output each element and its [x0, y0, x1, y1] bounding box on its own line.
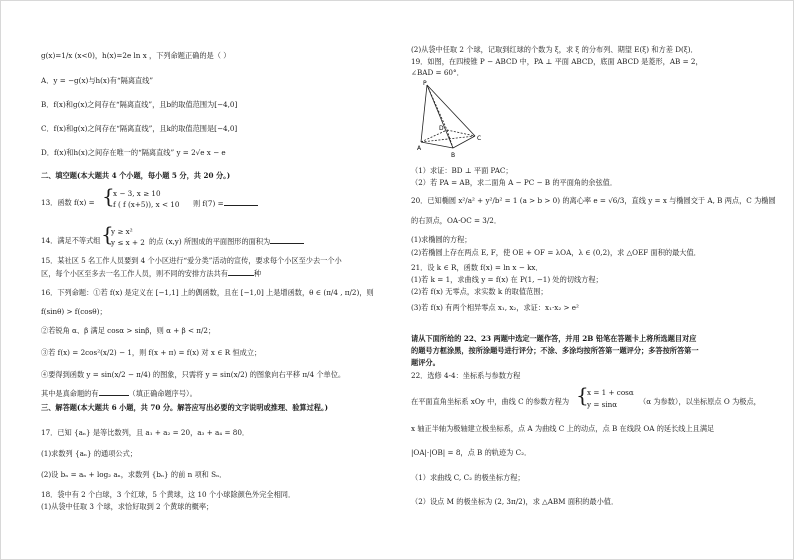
section-2-heading: 二、填空题(本大题共 4 个小题，每小题 5 分，共 20 分。) [41, 171, 231, 180]
q22-heading: 22．选修 4-4：坐标系与参数方程 [411, 371, 521, 380]
q19-stem: 19．如图，在四棱锥 P − ABCD 中，PA ⊥ 平面 ABCD，底面 ABCD 是菱形，AB = 2， [411, 57, 703, 66]
pyramid-figure [417, 80, 487, 158]
q14-answer [149, 236, 304, 246]
q21-part3: (3)若 f(x) 有两个相异零点 x₁, x₂，求证：x₁·x₂ > e² [411, 303, 579, 312]
q22-part2: （2）设点 M 的极坐标为 (2, 3π/2)，求 △ABM 面积的最小值． [411, 497, 619, 506]
q15-blank [228, 268, 254, 276]
q14-ineq1: y ≥ x² [111, 227, 133, 236]
q14-blank [270, 236, 304, 244]
q13-label: 13．函数 f(x) = [41, 198, 95, 207]
choice-notice-1: 请从下面所给的 22、23 两题中选定一题作答，并用 2B 铅笔在答题卡上将所选题目对应 [411, 334, 697, 343]
q20-stem-cont: 的右顶点，OA·OC = 3/2． [411, 216, 502, 225]
edge-pc [427, 85, 475, 136]
choice-notice-3: 题评分。 [411, 358, 440, 367]
q22-stem-cont: （α 为参数），以坐标原点 O 为极点， [639, 397, 761, 406]
q21-part2: (2)若 f(x) 无零点，求实数 k 的取值范围； [411, 287, 548, 296]
q13-case1: x − 3, x ≥ 10 [113, 189, 161, 198]
q22-line2: x 轴正半轴为极轴建立极坐标系，点 A 为曲线 C 上的动点，点 B 在线段 OA 的延长线上且满足 [411, 424, 715, 433]
q22-brace: { [576, 383, 589, 407]
q16-hint: （填正确命题序号）。 [128, 389, 197, 398]
q12-option-c: C．f(x)和g(x)之间存在“隔离直线”，且k的取值范围是[−4,0] [41, 124, 238, 133]
q16-text: 其中是真命题的有 [41, 389, 99, 398]
q18-part2: (2)从袋中任取 2 个球，记取到红球的个数为 ξ，求 ξ 的分布列、期望 E(ξ) 和方差 D(ξ)． [411, 45, 698, 54]
edge-ab [421, 142, 453, 148]
q15-text: 区，每个小区至多去一名工作人员，则不同的安排方法共有 [41, 269, 228, 278]
q13-blank [224, 198, 258, 206]
choice-notice-2: 的题号方框涂黑，按所涂题号进行评分；不涂、多涂均按所答第一题评分；多答按所答第一 [411, 346, 699, 355]
section-3-heading: 三、解答题(本大题共 6 小题，共 70 分。解答应写出必要的文字说明或推理、验算过程。) [41, 403, 328, 412]
q18-part1: (1)从袋中任取 3 个球，求恰好取到 2 个黄球的概率； [41, 502, 214, 511]
label-c: C [477, 135, 482, 142]
q16-line1: 16．下列命题：①若 f(x) 是定义在 [−1,1] 上的偶函数，且在 [−1,0] 上是增函数，θ ∈ (π/4 , π/2)，则 [41, 288, 374, 297]
q19-angle: ∠BAD = 60°． [411, 68, 464, 77]
q12-option-b: B．f(x)和g(x)之间存在“隔离直线”，且b的取值范围为[−4,0] [41, 100, 238, 109]
q20-part1: (1)求椭圆的方程； [411, 235, 472, 244]
q17-part1: (1)求数列 {aₙ} 的通项公式； [41, 449, 137, 458]
q21-part1: (1)若 k = 1，求曲线 y = f(x) 在 P(1, −1) 处的切线方程； [411, 275, 603, 284]
q15-line2 [41, 268, 261, 278]
label-a: A [417, 145, 422, 152]
q16-blank [99, 388, 129, 396]
q22-part1: （1）求曲线 C, C₂ 的极坐标方程； [411, 473, 525, 482]
q14-tail: 的点 (x,y) 所围成的平面图形的面积为 [149, 237, 271, 246]
q15-line1: 15．某社区 5 名工作人员要到 4 个小区进行“爱分类”活动的宣传，要求每个小区至少去一个小 [41, 256, 342, 265]
q13-answer [193, 198, 258, 208]
q22-stem: 在平面直角坐标系 xOy 中，曲线 C 的参数方程为 [411, 397, 570, 406]
q16-item4: ④要得到函数 y = sin(x/2 − π/4) 的图象，只需将 y = sin(x/2) 的图象向右平移 π/4 个单位。 [41, 370, 346, 379]
edge-pd [427, 85, 447, 130]
q22-param-y: y = sinα [587, 400, 618, 409]
q17-stem: 17．已知 {aₙ} 是等比数列，且 a₁ + a₂ = 20，a₃ + a₄ = 80． [41, 428, 250, 437]
q12-option-a: A．y = −g(x)与h(x)有“隔离直线” [41, 76, 154, 85]
q16-item3: ③若 f(x) = 2cos²(x/2) − 1，则 f(x + π) = f(x) 对 x ∈ R 恒成立； [41, 348, 262, 357]
q12-option-d: D．f(x)和h(x)之间存在唯一的“隔离直线” y = 2√e x − e [41, 148, 226, 157]
q18-stem: 18．袋中有 2 个白球，3 个红球，5 个黄球，这 10 个小球除颜色外完全相同． [41, 490, 296, 499]
q16-item2: ②若锐角 α、β 满足 cosα > sinβ，则 α + β < π/2； [41, 326, 216, 335]
label-d: D [439, 125, 444, 132]
label-b: B [451, 152, 456, 158]
q14-ineq2: y ≤ x + 2 [111, 238, 145, 247]
q21-stem: 21．设 k ∈ R，函数 f(x) = ln x − kx． [411, 263, 543, 272]
q14-brace: { [101, 222, 114, 246]
q22-line3: |OA|·|OB| = 8，点 B 的轨迹为 C₂． [411, 448, 532, 457]
q13-tail: 则 f(7) = [193, 199, 224, 208]
q20-part2: (2)若椭圆上存在两点 E, F，使 OE + OF = λOA，λ ∈ (0,2)，求 △OEF 面积的最大值． [411, 248, 701, 257]
q12-stem-end: g(x)=1/x (x<0)，h(x)=2e ln x ，下列命题正确的是（ ） [41, 51, 231, 60]
edge-dc [447, 130, 475, 136]
q13-case2: f ( f (x+5)), x < 10 [113, 200, 180, 209]
q16-answer [41, 388, 197, 398]
q15-unit: 种 [253, 269, 262, 278]
label-p: P [423, 80, 427, 87]
edge-pa [421, 85, 427, 142]
q14-label: 14．满足不等式组 [41, 236, 101, 245]
q13-brace: { [102, 184, 115, 208]
q17-part2: (2)设 bₙ = aₙ + log₂ aₙ，求数列 {bₙ} 的前 n 项和 Sₙ． [41, 470, 227, 479]
q19-part1: （1）求证：BD ⊥ 平面 PAC； [411, 166, 513, 175]
q22-param-x: x = 1 + cosα [587, 388, 634, 397]
q19-part2: （2）若 PA = AB，求二面角 A − PC − B 的平面角的余弦值． [411, 178, 618, 187]
q16-line2: f(sinθ) > f(cosθ)； [41, 307, 107, 316]
q20-stem: 20．已知椭圆 x²/a² + y²/b² = 1 (a > b > 0) 的离心率 e = √6/3，直线 y = x 与椭圆交于 A, B 两点，C 为椭圆 [411, 196, 776, 205]
